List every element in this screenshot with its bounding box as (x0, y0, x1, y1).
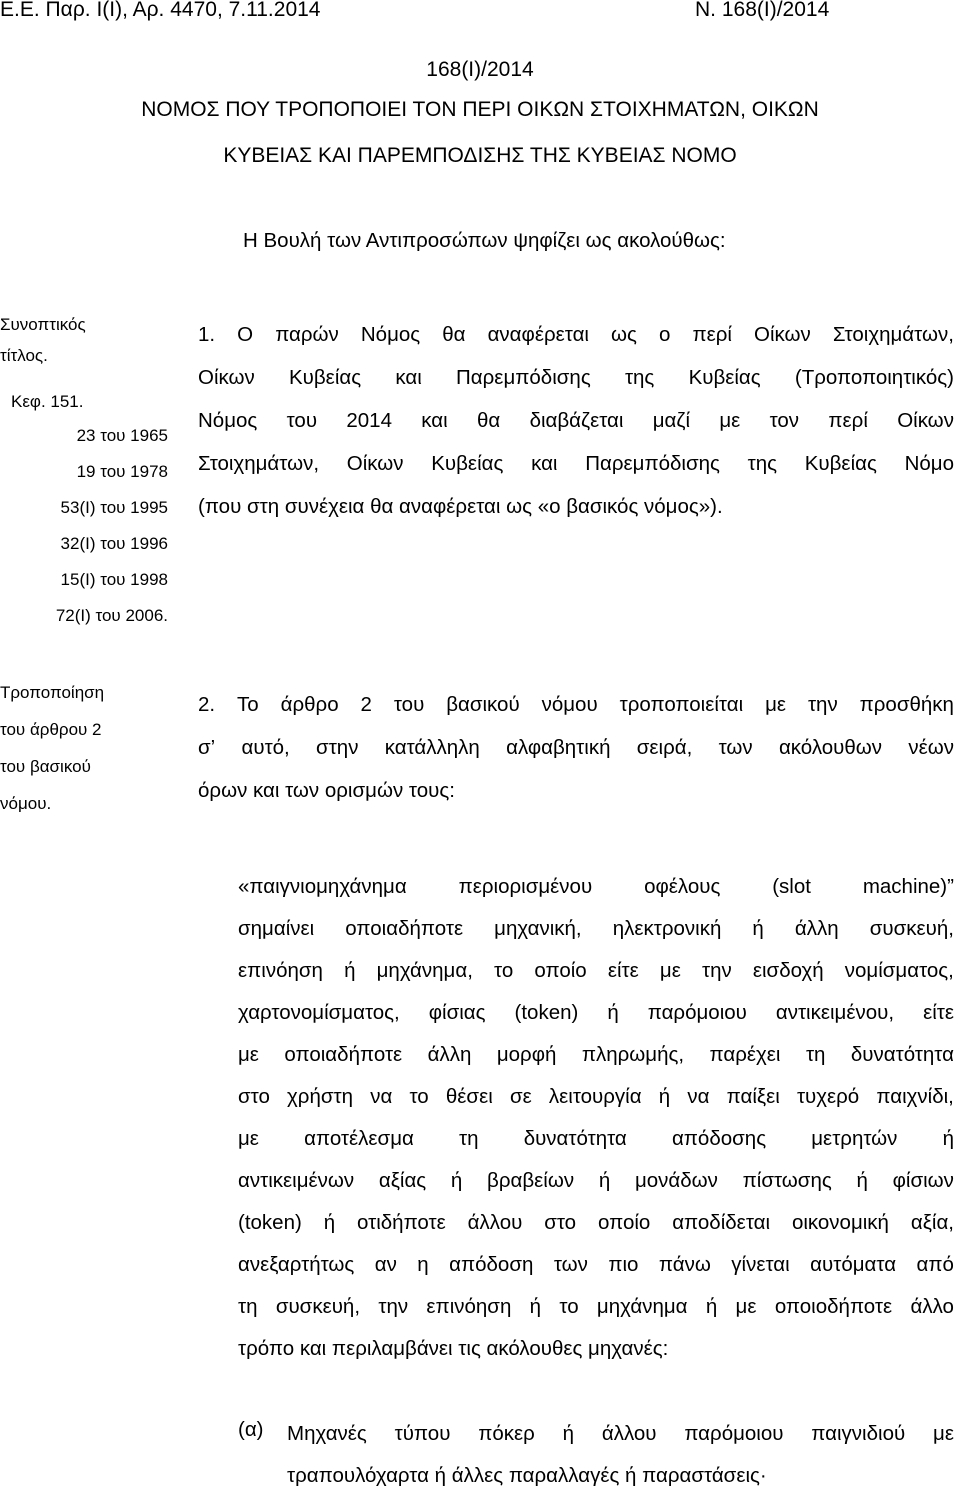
definition-line-12: τρόπο και περιλαμβάνει τις ακόλουθες μηχανές: (238, 1337, 669, 1360)
margin-note-law-3: 53(Ι) του 1995 (60, 498, 168, 517)
definition-line-2: σημαίνει οποιαδήποτε μηχανική, ηλεκτρονική ή άλλη συσκευή, (238, 917, 954, 940)
title-line-1: ΝΟΜΟΣ ΠΟΥ ΤΡΟΠΟΠΟΙΕΙ ΤΟΝ ΠΕΡΙ ΟΙΚΩΝ ΣΤΟΙΧΗΜΑΤΩΝ, ΟΙΚΩΝ (141, 98, 819, 121)
title-line-2: ΚΥΒΕΙΑΣ ΚΑΙ ΠΑΡΕΜΠΟΔΙΣΗΣ ΤΗΣ ΚΥΒΕΙΑΣ ΝΟΜΟ (223, 144, 737, 167)
definition (238, 866, 954, 1370)
definition-line-1: «παιγνιομηχάνημα περιορισμένου οφέλους (slot machine)” (238, 875, 954, 898)
header-left: Ε.Ε. Παρ. Ι(Ι), Αρ. 4470, 7.11.2014 (0, 0, 321, 21)
item-a-line-1: Μηχανές τύπου πόκερ ή άλλου παρόμοιου παιγνιδιού με (287, 1422, 954, 1445)
section-1-line-3: Νόμος του 2014 και θα διαβάζεται μαζί με τον περί Οίκων (198, 409, 954, 432)
margin-note-law-4: 32(Ι) του 1996 (60, 534, 168, 553)
definition-line-11: τη συσκευή, την επινόηση ή το μηχάνημα ή με οποιοδήποτε άλλο (238, 1295, 954, 1318)
definition-line-4: χαρτονομίσματος, φίσιας (token) ή παρόμοιου αντικειμένου, είτε (238, 1001, 954, 1024)
margin-note-amend-2: του άρθρου 2 (0, 720, 102, 739)
section-1-line-1: 1. Ο παρών Νόμος θα αναφέρεται ως ο περί Οίκων Στοιχημάτων, (198, 323, 954, 346)
section-2 (198, 683, 954, 812)
item-a-label: (α) (238, 1418, 264, 1441)
section-2-line-3: όρων και των ορισμών τους: (198, 779, 455, 802)
margin-note-law-1: 23 του 1965 (76, 426, 168, 445)
law-number: 168(Ι)/2014 (426, 58, 534, 81)
section-2-line-1: 2. Το άρθρο 2 του βασικού νόμου τροποποιείται με την προσθήκη (198, 693, 954, 716)
definition-line-9: (token) ή οτιδήποτε άλλου στο οποίο αποδίδεται οικονομική αξία, (238, 1211, 954, 1234)
margin-note-law-6: 72(Ι) του 2006. (55, 606, 168, 625)
margin-note-amend-4: νόμου. (0, 794, 52, 813)
section-1-line-5: (που στη συνέχεια θα αναφέρεται ως «ο βασικός νόμος»). (198, 495, 723, 518)
definition-line-10: ανεξαρτήτως αν η απόδοση των πιο πάνω γίνεται αυτόματα από (238, 1253, 954, 1276)
definition-line-3: επινόηση ή μηχάνημα, το οποίο είτε με την εισδοχή νομίσματος, (238, 959, 954, 982)
section-2-line-2: σ’ αυτό, στην κατάλληλη αλφαβητική σειρά, των ακόλουθων νέων (198, 736, 954, 759)
section-1-line-4: Στοιχημάτων, Οίκων Κυβείας και Παρεμπόδισης της Κυβείας Νόμο (198, 452, 954, 475)
item-a (287, 1413, 954, 1497)
margin-note-law-2: 19 του 1978 (76, 462, 168, 481)
margin-note-short-title-2: τίτλος. (0, 346, 48, 365)
item-a-line-2: τραπουλόχαρτα ή άλλες παραλλαγές ή παραστάσεις· (287, 1464, 767, 1487)
definition-line-6: στο χρήστη να το θέσει σε λειτουργία ή να παίξει τυχερό παιχνίδι, (238, 1085, 954, 1108)
section-1 (198, 313, 954, 528)
enactment-formula: Η Βουλή των Αντιπροσώπων ψηφίζει ως ακολούθως: (243, 229, 726, 252)
definition-line-7: με αποτέλεσμα τη δυνατότητα απόδοσης μετρητών ή (238, 1127, 954, 1150)
margin-note-short-title-1: Συνοπτικός (0, 315, 86, 334)
definition-line-5: με οποιαδήποτε άλλη μορφή πληρωμής, παρέχει τη δυνατότητα (238, 1043, 954, 1066)
margin-note-amend-3: του βασικού (0, 757, 91, 776)
header-right: Ν. 168(Ι)/2014 (695, 0, 830, 21)
definition-line-8: αντικειμένων αξίας ή βραβείων ή μονάδων πίστωσης ή φίσιων (238, 1169, 954, 1192)
margin-note-amend-1: Τροποποίηση (0, 683, 105, 702)
margin-note-chapter: Κεφ. 151. (11, 392, 84, 411)
section-1-line-2: Οίκων Κυβείας και Παρεμπόδισης της Κυβείας (Τροποποιητικός) (198, 366, 954, 389)
margin-note-law-5: 15(Ι) του 1998 (60, 570, 168, 589)
